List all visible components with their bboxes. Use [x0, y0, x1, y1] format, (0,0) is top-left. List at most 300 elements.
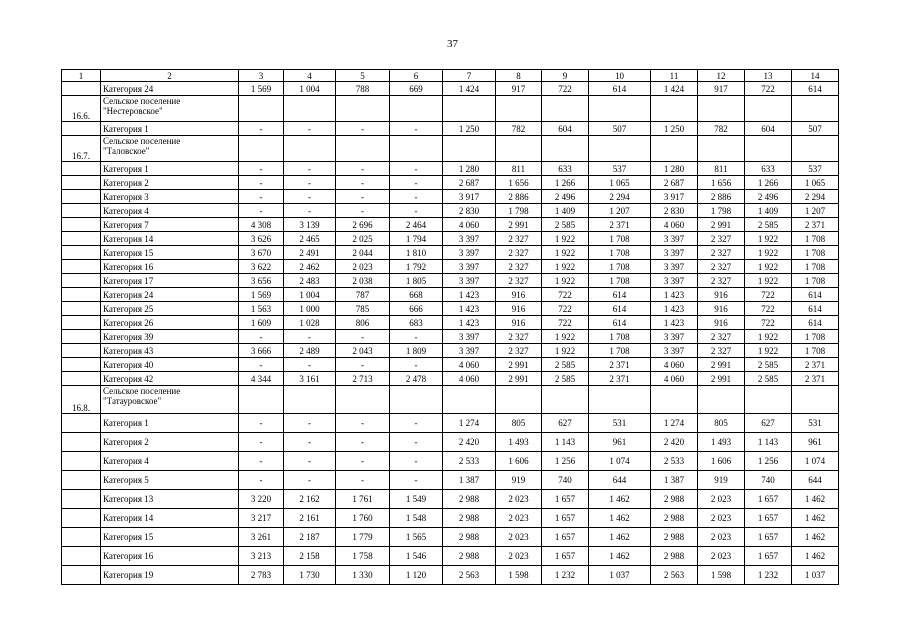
value-cell: 1 779: [336, 528, 390, 547]
value-cell: -: [239, 358, 284, 372]
value-cell: 3 666: [239, 344, 284, 358]
section-header-row: [62, 96, 839, 122]
value-cell: 1 708: [792, 232, 839, 246]
column-number-cell: 4: [284, 70, 336, 82]
value-cell: -: [390, 122, 443, 136]
category-name-cell: Категория 7: [101, 218, 239, 232]
value-cell: 614: [589, 288, 651, 302]
value-cell: 782: [698, 122, 745, 136]
value-cell: 1 606: [496, 452, 542, 471]
value-cell: 740: [542, 471, 589, 490]
value-cell: 1 922: [542, 274, 589, 288]
empty-cell: [651, 136, 698, 162]
value-cell: 2 025: [336, 232, 390, 246]
column-number-cell: 13: [745, 70, 792, 82]
value-cell: 3 397: [443, 232, 496, 246]
table-row: [62, 260, 839, 274]
value-cell: -: [336, 414, 390, 433]
value-cell: -: [239, 471, 284, 490]
value-cell: 1 423: [651, 302, 698, 316]
row-number-cell: [62, 274, 101, 288]
row-number-cell: [62, 509, 101, 528]
value-cell: 1 708: [792, 330, 839, 344]
value-cell: 2 830: [651, 204, 698, 218]
table-row: [62, 547, 839, 566]
value-cell: 919: [698, 471, 745, 490]
value-cell: 1 409: [745, 204, 792, 218]
value-cell: 1 074: [792, 452, 839, 471]
value-cell: 1 569: [239, 82, 284, 96]
value-cell: 961: [589, 433, 651, 452]
section-number: 16.7.: [62, 136, 101, 162]
value-cell: 811: [496, 162, 542, 176]
value-cell: 2 585: [745, 358, 792, 372]
value-cell: -: [336, 204, 390, 218]
section-name: [101, 136, 239, 162]
empty-cell: [745, 386, 792, 414]
empty-cell: [792, 96, 839, 122]
empty-cell: [589, 386, 651, 414]
category-name-cell: Категория 1: [101, 414, 239, 433]
value-cell: 1 708: [792, 246, 839, 260]
category-name-cell: Категория 3: [101, 190, 239, 204]
value-cell: 919: [496, 471, 542, 490]
value-cell: -: [284, 162, 336, 176]
value-cell: 1 922: [745, 330, 792, 344]
table-row: [62, 344, 839, 358]
value-cell: 1 462: [589, 509, 651, 528]
value-cell: 1 798: [698, 204, 745, 218]
value-cell: 1 922: [542, 330, 589, 344]
value-cell: 1 462: [589, 547, 651, 566]
value-cell: 1 462: [589, 528, 651, 547]
value-cell: 614: [792, 288, 839, 302]
value-cell: 2 585: [542, 218, 589, 232]
value-cell: -: [390, 414, 443, 433]
value-cell: -: [336, 176, 390, 190]
column-number-cell: 8: [496, 70, 542, 82]
value-cell: 722: [542, 316, 589, 330]
empty-cell: [239, 96, 284, 122]
category-name-cell: Категория 16: [101, 547, 239, 566]
value-cell: 4 060: [651, 372, 698, 386]
value-cell: 3 397: [651, 232, 698, 246]
value-cell: 917: [496, 82, 542, 96]
value-cell: 1 330: [336, 566, 390, 585]
value-cell: 916: [496, 316, 542, 330]
value-cell: -: [390, 452, 443, 471]
value-cell: 1 569: [239, 288, 284, 302]
value-cell: 1 656: [496, 176, 542, 190]
value-cell: 2 294: [792, 190, 839, 204]
value-cell: 2 371: [792, 218, 839, 232]
value-cell: -: [239, 330, 284, 344]
value-cell: 4 060: [443, 358, 496, 372]
value-cell: 1 609: [239, 316, 284, 330]
table-row: [62, 490, 839, 509]
value-cell: 1 423: [443, 288, 496, 302]
table-row: [62, 176, 839, 190]
value-cell: -: [336, 471, 390, 490]
table-row: [62, 190, 839, 204]
value-cell: 2 830: [443, 204, 496, 218]
value-cell: 722: [542, 288, 589, 302]
value-cell: 1 805: [390, 274, 443, 288]
value-cell: 2 327: [496, 260, 542, 274]
tariff-table: [61, 69, 839, 585]
value-cell: 2 023: [496, 509, 542, 528]
section-header-row: [62, 136, 839, 162]
row-number-cell: [62, 452, 101, 471]
value-cell: 3 161: [284, 372, 336, 386]
value-cell: 1 606: [698, 452, 745, 471]
value-cell: 722: [542, 82, 589, 96]
value-cell: -: [284, 204, 336, 218]
table-row: [62, 218, 839, 232]
row-number-cell: [62, 190, 101, 204]
value-cell: 4 344: [239, 372, 284, 386]
value-cell: 1 004: [284, 82, 336, 96]
value-cell: 2 038: [336, 274, 390, 288]
value-cell: 3 397: [651, 246, 698, 260]
value-cell: 1 708: [589, 330, 651, 344]
value-cell: 3 220: [239, 490, 284, 509]
value-cell: 2 420: [651, 433, 698, 452]
value-cell: 644: [792, 471, 839, 490]
value-cell: 3 213: [239, 547, 284, 566]
value-cell: 644: [589, 471, 651, 490]
value-cell: 916: [698, 302, 745, 316]
row-number-cell: [62, 330, 101, 344]
row-number-cell: [62, 204, 101, 218]
value-cell: 1 798: [496, 204, 542, 218]
value-cell: 531: [589, 414, 651, 433]
value-cell: 2 563: [651, 566, 698, 585]
value-cell: 1 761: [336, 490, 390, 509]
value-cell: 2 483: [284, 274, 336, 288]
value-cell: 722: [745, 82, 792, 96]
value-cell: 1 207: [792, 204, 839, 218]
page-number: 37: [447, 38, 458, 50]
value-cell: -: [336, 358, 390, 372]
value-cell: 1 758: [336, 547, 390, 566]
value-cell: 2 420: [443, 433, 496, 452]
value-cell: 2 462: [284, 260, 336, 274]
value-cell: 633: [542, 162, 589, 176]
value-cell: 806: [336, 316, 390, 330]
value-cell: 1 065: [792, 176, 839, 190]
table-row: [62, 274, 839, 288]
category-name-cell: Категория 1: [101, 122, 239, 136]
value-cell: 683: [390, 316, 443, 330]
value-cell: -: [336, 190, 390, 204]
value-cell: -: [336, 330, 390, 344]
column-number-cell: 11: [651, 70, 698, 82]
value-cell: 3 397: [651, 260, 698, 274]
empty-cell: [698, 96, 745, 122]
empty-cell: [542, 136, 589, 162]
row-number-cell: [62, 528, 101, 547]
value-cell: -: [239, 162, 284, 176]
value-cell: 2 696: [336, 218, 390, 232]
value-cell: -: [336, 433, 390, 452]
section-name-line: Сельское поселение: [103, 96, 181, 106]
row-number-cell: [62, 471, 101, 490]
value-cell: 1 037: [792, 566, 839, 585]
value-cell: 1 424: [651, 82, 698, 96]
value-cell: 2 687: [651, 176, 698, 190]
value-cell: 2 327: [698, 330, 745, 344]
column-number-cell: 14: [792, 70, 839, 82]
row-number-cell: [62, 372, 101, 386]
value-cell: 3 261: [239, 528, 284, 547]
value-cell: 2 327: [496, 246, 542, 260]
table-row: [62, 528, 839, 547]
value-cell: 3 917: [443, 190, 496, 204]
value-cell: -: [336, 452, 390, 471]
category-name-cell: Категория 15: [101, 528, 239, 547]
section-header-row: [62, 386, 839, 414]
empty-cell: [336, 386, 390, 414]
value-cell: 3 917: [651, 190, 698, 204]
value-cell: 722: [542, 302, 589, 316]
empty-cell: [443, 386, 496, 414]
row-number-cell: [62, 566, 101, 585]
value-cell: 1 000: [284, 302, 336, 316]
value-cell: 2 585: [745, 372, 792, 386]
empty-cell: [589, 136, 651, 162]
value-cell: 2 327: [496, 274, 542, 288]
empty-cell: [745, 96, 792, 122]
empty-cell: [792, 386, 839, 414]
value-cell: 722: [745, 316, 792, 330]
value-cell: 916: [496, 288, 542, 302]
empty-cell: [542, 96, 589, 122]
column-number-cell: 6: [390, 70, 443, 82]
category-name-cell: Категория 2: [101, 433, 239, 452]
value-cell: 2 371: [792, 358, 839, 372]
value-cell: -: [390, 330, 443, 344]
row-number-cell: [62, 288, 101, 302]
value-cell: 669: [390, 82, 443, 96]
value-cell: 4 060: [443, 372, 496, 386]
row-number-cell: [62, 232, 101, 246]
value-cell: 537: [792, 162, 839, 176]
value-cell: 1 423: [651, 288, 698, 302]
value-cell: 604: [542, 122, 589, 136]
category-name-cell: Категория 4: [101, 204, 239, 218]
row-number-cell: [62, 414, 101, 433]
value-cell: 2 023: [496, 547, 542, 566]
value-cell: 1 143: [542, 433, 589, 452]
category-name-cell: Категория 2: [101, 176, 239, 190]
table-row: [62, 566, 839, 585]
value-cell: 2 585: [542, 358, 589, 372]
empty-cell: [390, 96, 443, 122]
value-cell: 1 065: [589, 176, 651, 190]
row-number-cell: [62, 547, 101, 566]
value-cell: 2 988: [651, 509, 698, 528]
value-cell: 1 546: [390, 547, 443, 566]
value-cell: 1 120: [390, 566, 443, 585]
value-cell: 3 139: [284, 218, 336, 232]
table-row: [62, 414, 839, 433]
value-cell: 1 280: [651, 162, 698, 176]
value-cell: 1 598: [698, 566, 745, 585]
value-cell: 1 708: [792, 260, 839, 274]
value-cell: 1 760: [336, 509, 390, 528]
category-name-cell: Категория 15: [101, 246, 239, 260]
category-name-cell: Категория 14: [101, 232, 239, 246]
value-cell: 1 409: [542, 204, 589, 218]
value-cell: 1 563: [239, 302, 284, 316]
value-cell: -: [284, 414, 336, 433]
value-cell: 2 886: [496, 190, 542, 204]
value-cell: 2 023: [336, 260, 390, 274]
empty-cell: [336, 136, 390, 162]
empty-cell: [239, 136, 284, 162]
value-cell: 3 397: [443, 260, 496, 274]
value-cell: 1 810: [390, 246, 443, 260]
value-cell: 2 991: [698, 358, 745, 372]
value-cell: 1 708: [589, 260, 651, 274]
value-cell: 2 687: [443, 176, 496, 190]
value-cell: 1 922: [542, 344, 589, 358]
value-cell: -: [390, 204, 443, 218]
value-cell: 2 988: [443, 509, 496, 528]
value-cell: 2 533: [651, 452, 698, 471]
category-name-cell: Категория 25: [101, 302, 239, 316]
value-cell: 722: [745, 288, 792, 302]
value-cell: 3 397: [651, 344, 698, 358]
value-cell: -: [239, 190, 284, 204]
table-row: [62, 82, 839, 96]
value-cell: 2 783: [239, 566, 284, 585]
category-name-cell: Категория 42: [101, 372, 239, 386]
empty-cell: [651, 386, 698, 414]
value-cell: 2 023: [698, 547, 745, 566]
table-row: [62, 372, 839, 386]
table-row: [62, 509, 839, 528]
table-row: [62, 330, 839, 344]
empty-cell: [745, 136, 792, 162]
value-cell: 1 809: [390, 344, 443, 358]
value-cell: 2 533: [443, 452, 496, 471]
value-cell: -: [239, 204, 284, 218]
value-cell: 666: [390, 302, 443, 316]
row-number-cell: [62, 176, 101, 190]
value-cell: 1 656: [698, 176, 745, 190]
value-cell: -: [390, 190, 443, 204]
value-cell: 740: [745, 471, 792, 490]
value-cell: 2 991: [698, 218, 745, 232]
value-cell: 961: [792, 433, 839, 452]
table-row: [62, 316, 839, 330]
empty-cell: [589, 96, 651, 122]
value-cell: -: [390, 471, 443, 490]
value-cell: 2 371: [589, 218, 651, 232]
value-cell: 1 462: [589, 490, 651, 509]
category-name-cell: Категория 40: [101, 358, 239, 372]
value-cell: -: [284, 471, 336, 490]
value-cell: 1 266: [745, 176, 792, 190]
value-cell: 604: [745, 122, 792, 136]
value-cell: 3 622: [239, 260, 284, 274]
value-cell: 1 143: [745, 433, 792, 452]
column-number-cell: 10: [589, 70, 651, 82]
value-cell: 614: [589, 82, 651, 96]
value-cell: 811: [698, 162, 745, 176]
value-cell: 1 074: [589, 452, 651, 471]
value-cell: 1 037: [589, 566, 651, 585]
table-row: [62, 232, 839, 246]
value-cell: 1 922: [542, 232, 589, 246]
value-cell: 2 327: [698, 260, 745, 274]
value-cell: 627: [542, 414, 589, 433]
column-number-cell: 3: [239, 70, 284, 82]
value-cell: 2 585: [542, 372, 589, 386]
empty-cell: [698, 136, 745, 162]
value-cell: -: [284, 358, 336, 372]
value-cell: -: [390, 162, 443, 176]
value-cell: 1 462: [792, 547, 839, 566]
empty-cell: [443, 96, 496, 122]
value-cell: 1 548: [390, 509, 443, 528]
value-cell: 1 462: [792, 509, 839, 528]
category-name-cell: Категория 14: [101, 509, 239, 528]
value-cell: 1 708: [589, 246, 651, 260]
section-name-line: Сельское поселение: [103, 136, 181, 146]
value-cell: 531: [792, 414, 839, 433]
row-number-cell: [62, 344, 101, 358]
value-cell: 3 656: [239, 274, 284, 288]
value-cell: 614: [792, 302, 839, 316]
value-cell: 2 991: [496, 358, 542, 372]
value-cell: -: [284, 330, 336, 344]
value-cell: 1 657: [745, 509, 792, 528]
value-cell: 4 060: [443, 218, 496, 232]
table-row: [62, 471, 839, 490]
table-row: [62, 122, 839, 136]
value-cell: 1 657: [542, 528, 589, 547]
value-cell: 2 991: [698, 372, 745, 386]
value-cell: 614: [792, 316, 839, 330]
value-cell: 3 670: [239, 246, 284, 260]
value-cell: 782: [496, 122, 542, 136]
empty-cell: [651, 96, 698, 122]
value-cell: 1 387: [651, 471, 698, 490]
row-number-cell: [62, 260, 101, 274]
value-cell: -: [336, 162, 390, 176]
value-cell: 2 161: [284, 509, 336, 528]
column-number-cell: 5: [336, 70, 390, 82]
value-cell: 2 988: [443, 547, 496, 566]
empty-cell: [239, 386, 284, 414]
value-cell: 2 371: [589, 358, 651, 372]
value-cell: 2 489: [284, 344, 336, 358]
value-cell: -: [239, 433, 284, 452]
column-number-cell: 12: [698, 70, 745, 82]
value-cell: 2 158: [284, 547, 336, 566]
value-cell: 1 207: [589, 204, 651, 218]
category-name-cell: Категория 19: [101, 566, 239, 585]
value-cell: 1 598: [496, 566, 542, 585]
column-number-cell: 2: [101, 70, 239, 82]
empty-cell: [390, 136, 443, 162]
value-cell: 2 162: [284, 490, 336, 509]
value-cell: 3 397: [651, 274, 698, 288]
value-cell: 1 730: [284, 566, 336, 585]
